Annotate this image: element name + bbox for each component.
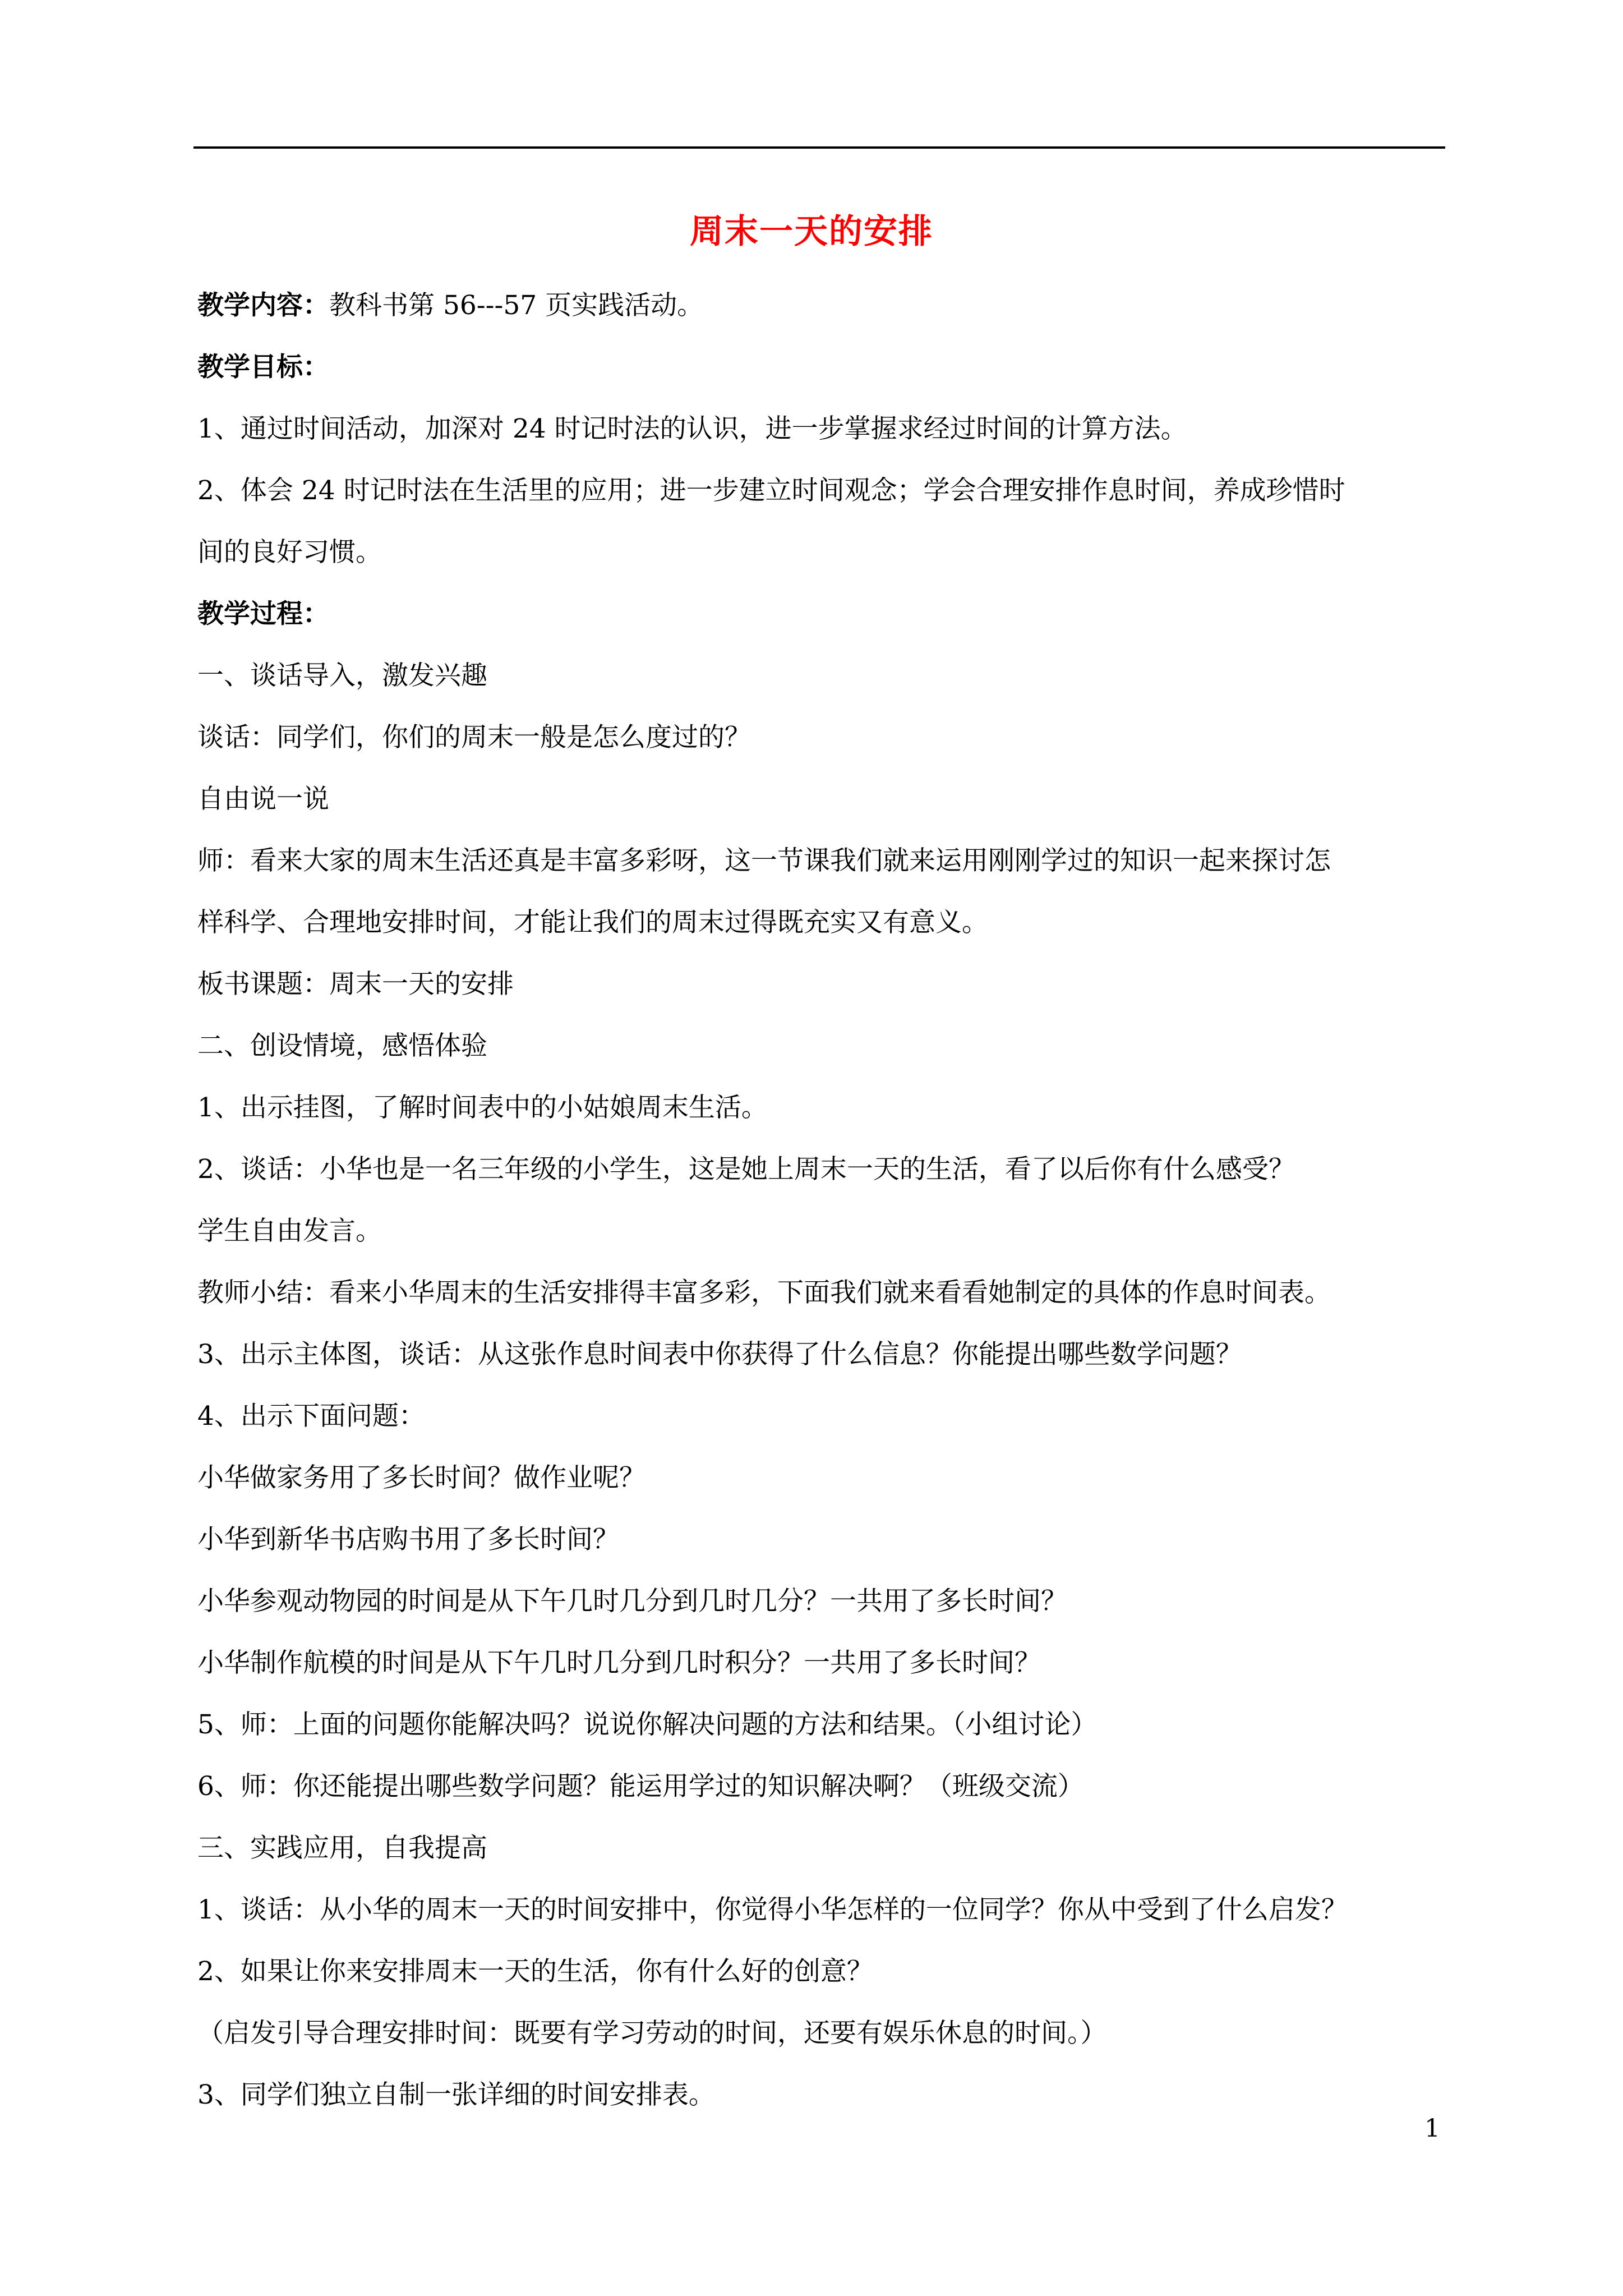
- teaching-process-heading: 教学过程：: [197, 599, 329, 629]
- section-2-item-6: 6、师：你还能提出哪些数学问题？能运用学过的知识解决啊？（班级交流）: [197, 1771, 1084, 1802]
- section-3-item-3: 3、同学们独立自制一张详细的时间安排表。: [197, 2079, 715, 2110]
- section-3-heading: 三、实践应用，自我提高: [197, 1833, 487, 1864]
- question-4: 小华制作航模的时间是从下午几时几分到几时积分？一共用了多长时间？: [197, 1648, 1041, 1678]
- teacher-summary: 教师小结：看来小华周末的生活安排得丰富多彩，下面我们就来看看她制定的具体的作息时间表。: [197, 1277, 1331, 1308]
- section-3-hint: （启发引导合理安排时间：既要有学习劳动的时间，还要有娱乐休息的时间。）: [197, 2018, 1107, 2049]
- teacher-1-line1: 师：看来大家的周末生活还真是丰富多彩呀，这一节课我们就来运用刚刚学过的知识一起来探讨怎: [197, 845, 1331, 876]
- section-2-heading: 二、创设情境，感悟体验: [197, 1030, 487, 1061]
- page-number: 1: [1424, 2114, 1440, 2143]
- section-2-item-3: 3、出示主体图，谈话：从这张作息时间表中你获得了什么信息？你能提出哪些数学问题？: [197, 1339, 1242, 1370]
- teaching-content-text: 教科书第 56---57 页实践活动。: [329, 290, 704, 321]
- goal-item-2-line1: 2、体会 24 时记时法在生活里的应用；进一步建立时间观念；学会合理安排作息时间，养成珍惜时: [197, 475, 1345, 506]
- teaching-content-label: 教学内容：: [197, 290, 329, 321]
- question-3: 小华参观动物园的时间是从下午几时几分到几时几分？一共用了多长时间？: [197, 1586, 1067, 1617]
- section-2-item-4: 4、出示下面问题：: [197, 1401, 425, 1432]
- talk-1: 谈话：同学们，你们的周末一般是怎么度过的？: [197, 722, 751, 753]
- section-2-item-5: 5、师：上面的问题你能解决吗？说说你解决问题的方法和结果。（小组讨论）: [197, 1709, 1098, 1740]
- student-speak: 学生自由发言。: [197, 1216, 382, 1246]
- section-3-item-1: 1、谈话：从小华的周末一天的时间安排中，你觉得小华怎样的一位同学？你从中受到了什么启发？: [197, 1894, 1348, 1925]
- goal-item-1: 1、通过时间活动，加深对 24 时记时法的认识，进一步掌握求经过时间的计算方法。: [197, 413, 1187, 444]
- question-2: 小华到新华书店购书用了多长时间？: [197, 1524, 619, 1555]
- teaching-goal-heading: 教学目标：: [197, 352, 329, 383]
- board-title: 板书课题：周末一天的安排: [197, 969, 514, 1000]
- question-1: 小华做家务用了多长时间？做作业呢？: [197, 1462, 645, 1493]
- header-rule: [193, 146, 1445, 149]
- section-2-item-2: 2、谈话：小华也是一名三年级的小学生，这是她上周末一天的生活，看了以后你有什么感受？: [197, 1154, 1295, 1185]
- document-body: [197, 275, 1448, 2126]
- free-talk: 自由说一说: [197, 784, 329, 815]
- teaching-content-line: [197, 275, 1448, 337]
- document-title: 周末一天的安排: [690, 212, 933, 251]
- section-1-heading: 一、谈话导入，激发兴趣: [197, 660, 487, 691]
- section-2-item-1: 1、出示挂图，了解时间表中的小姑娘周末生活。: [197, 1092, 768, 1123]
- section-3-item-2: 2、如果让你来安排周末一天的生活，你有什么好的创意？: [197, 1956, 873, 1987]
- teacher-1-line2: 样科学、合理地安排时间，才能让我们的周末过得既充实又有意义。: [197, 907, 988, 938]
- goal-item-2-line2: 间的良好习惯。: [197, 537, 382, 568]
